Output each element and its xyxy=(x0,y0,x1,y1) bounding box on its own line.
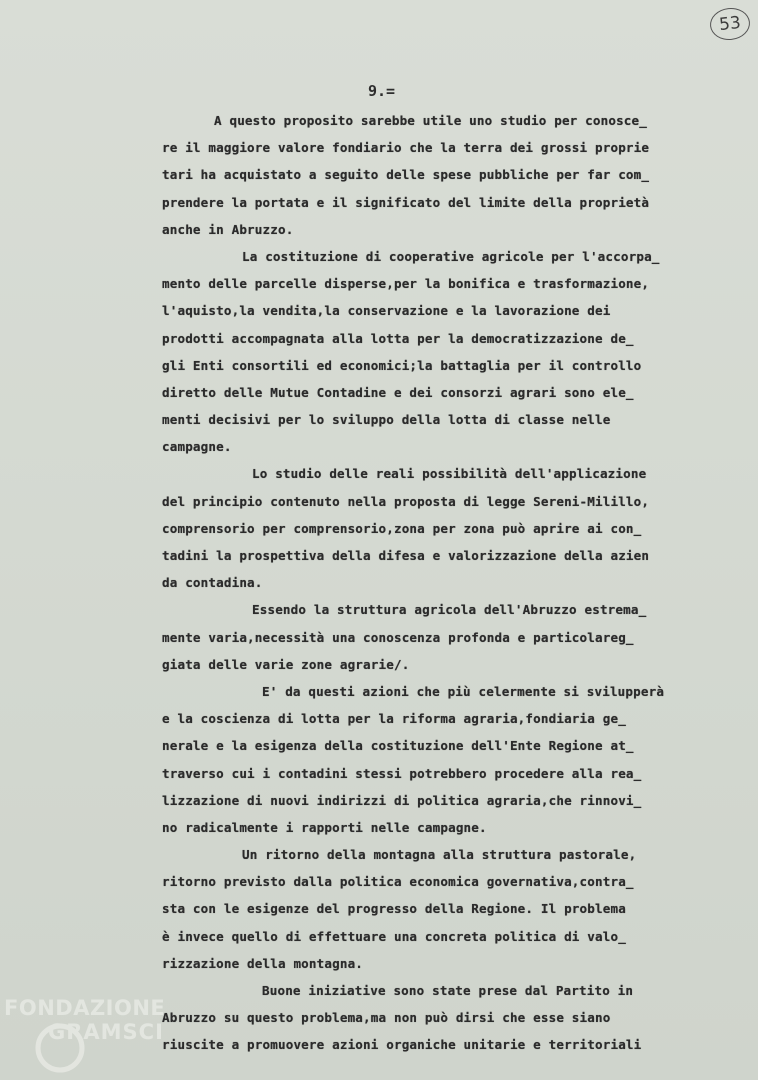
text-line: riuscite a promuovere azioni organiche unitarie e territoriali xyxy=(162,1037,642,1053)
text-line: prendere la portata e il significato del limite della proprietà xyxy=(162,194,650,210)
text-line: E' da questi azioni che più celermente si svilupperà xyxy=(262,683,665,699)
text-line: tari ha acquistato a seguito delle spese pubbliche per far com_ xyxy=(162,167,650,183)
text-line: traverso cui i contadini stessi potrebbero procedere alla rea_ xyxy=(162,765,642,781)
watermark-line-1: FONDAZIONE xyxy=(4,996,166,1020)
text-line: diretto delle Mutue Contadine e dei consorzi agrari sono ele_ xyxy=(162,384,634,400)
text-line: e la coscienza di lotta per la riforma agraria,fondiaria ge_ xyxy=(162,711,626,727)
text-line: ritorno previsto dalla politica economica governativa,contra_ xyxy=(162,874,634,890)
text-line: comprensorio per comprensorio,zona per zona può aprire ai con_ xyxy=(162,520,642,536)
text-line: Lo studio delle reali possibilità dell'applicazione xyxy=(252,466,647,482)
text-line: re il maggiore valore fondiario che la terra dei grossi proprie xyxy=(162,140,650,156)
text-line: mente varia,necessità una conoscenza profonda e particolareg_ xyxy=(162,629,634,645)
text-line: menti decisivi per lo sviluppo della lotta di classe nelle xyxy=(162,412,611,428)
text-line: l'aquisto,la vendita,la conservazione e la lavorazione dei xyxy=(162,303,611,319)
text-line: A questo proposito sarebbe utile uno studio per conosce_ xyxy=(214,113,647,128)
text-line: no radicalmente i rapporti nelle campagne. xyxy=(162,819,487,835)
archive-page-number: 53 xyxy=(708,6,751,42)
text-line: giata delle varie zone agrarie/. xyxy=(162,656,410,672)
text-line: lizzazione di nuovi indirizzi di politica agraria,che rinnovi_ xyxy=(162,792,642,808)
text-line: La costituzione di cooperative agricole per l'accorpa_ xyxy=(242,248,660,264)
text-line: Abruzzo su questo problema,ma non può dirsi che esse siano xyxy=(162,1010,611,1026)
watermark-line-2: GRAMSCI xyxy=(48,1020,164,1044)
body-text xyxy=(162,107,758,1059)
text-line: sta con le esigenze del progresso della Regione. Il problema xyxy=(162,901,626,917)
text-line: Un ritorno della montagna alla struttura pastorale, xyxy=(242,847,637,863)
text-line: mento delle parcelle disperse,per la bonifica e trasformazione, xyxy=(162,276,650,292)
text-line: gli Enti consortili ed economici;la battaglia per il controllo xyxy=(162,357,642,373)
text-line: rizzazione della montagna. xyxy=(162,955,364,971)
text-line: nerale e la esigenza della costituzione dell'Ente Regione at_ xyxy=(162,738,634,754)
text-line: Essendo la struttura agricola dell'Abruzzo estrema_ xyxy=(252,602,647,618)
text-line: del principio contenuto nella proposta di legge Sereni-Milillo, xyxy=(162,493,650,509)
text-line: tadini la prospettiva della difesa e valorizzazione della azien xyxy=(162,548,650,563)
gramsci-logo-icon xyxy=(30,1018,90,1078)
text-line: è invece quello di effettuare una concreta politica di valo_ xyxy=(162,928,626,944)
page-number: 9.= xyxy=(368,82,396,100)
text-line: prodotti accompagnata alla lotta per la democratizzazione de_ xyxy=(162,330,634,346)
text-line: anche in Abruzzo. xyxy=(162,221,294,237)
text-line: campagne. xyxy=(162,439,232,455)
text-line: da contadina. xyxy=(162,575,263,591)
text-line: Buone iniziative sono state prese dal Partito in xyxy=(262,983,634,998)
